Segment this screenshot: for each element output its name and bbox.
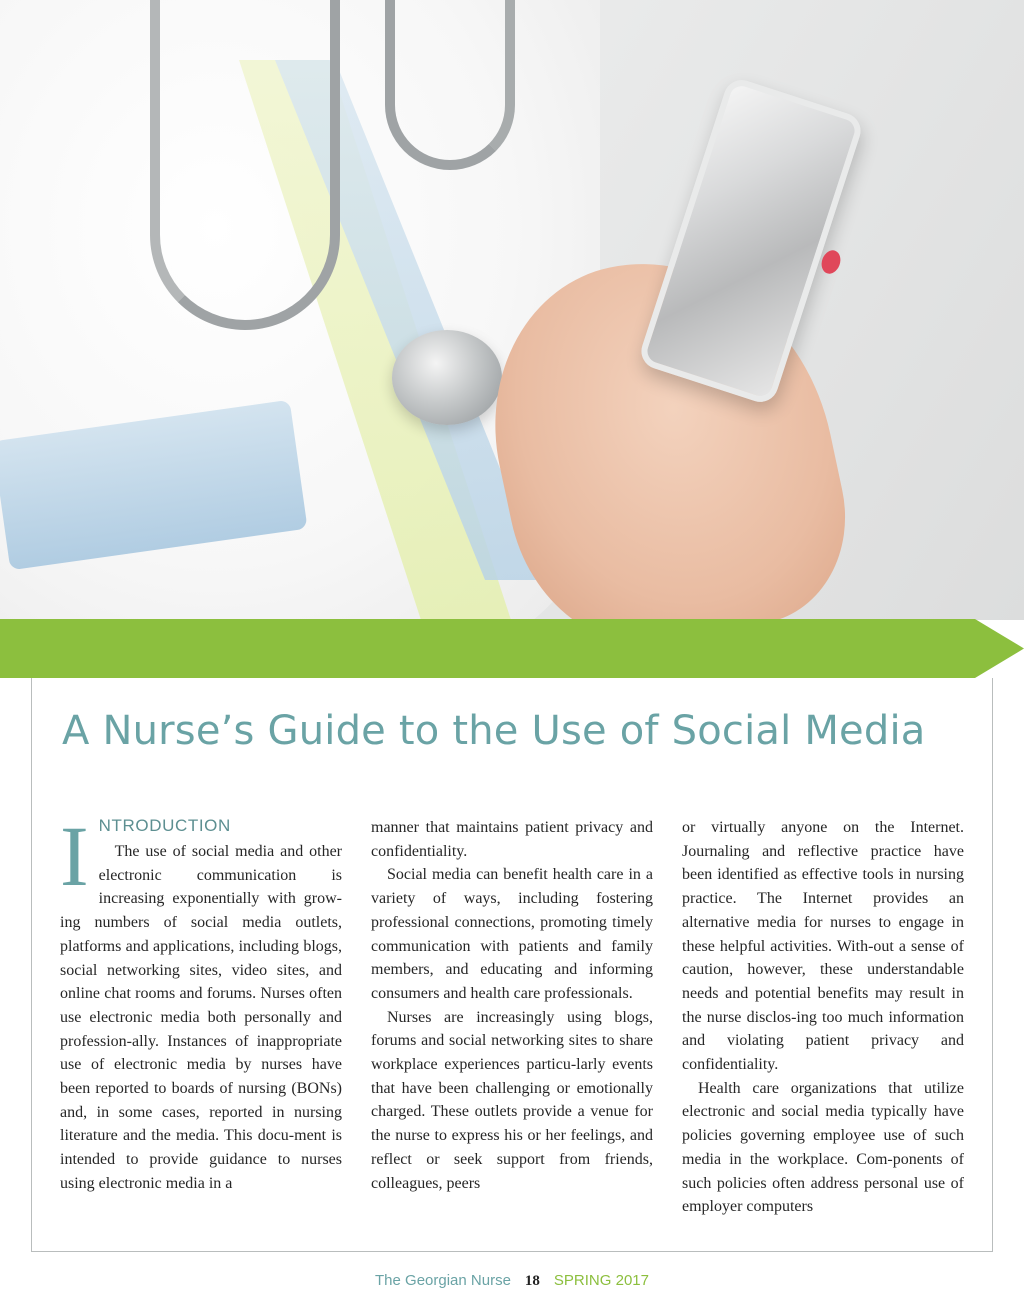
- paragraph: Nurses are increasingly using blogs, forums and social networking sites to share workplace experiences particu-larly events that have been challenging or emotionally charged. These outlets provide a venue for the nurse to express his or her feelings, and reflect or seek support from friends, colleagues, peers: [371, 1008, 653, 1192]
- paragraph: Health care organizations that utilize electronic and social media typically have policies governing employee use of such media in the workplace. Com-ponents of such policies often address personal use of employer computers: [682, 1079, 964, 1216]
- drop-cap: I: [60, 808, 89, 904]
- publication-name: The Georgian Nurse: [375, 1272, 511, 1289]
- fingernail: [818, 248, 843, 277]
- section-heading: NTRODUCTION: [98, 816, 231, 835]
- hero-photo: [0, 0, 1024, 620]
- text-column-2: [371, 816, 653, 1195]
- paragraph: manner that maintains patient privacy and confidentiality.: [371, 819, 653, 860]
- paragraph: The use of social media and other electronic communication is increasing exponentially with grow-ing numbers of social media outlets, platforms and applications, including blogs, social networking sites, video sites, and online chat rooms and forums. Nurses often use electronic media both personally and profession-ally. Instances of inappropriate use of electronic media by nurses have been reported to boards of nursing (BONs) and, in some cases, reported in nursing literature and the media. This docu-ment is intended to provide guidance to nurses using electronic media in a: [60, 843, 342, 1192]
- paragraph: Social media can benefit health care in a variety of ways, including fostering professional connections, promoting timely communication with patients and family members, and educating and informing consumers and health care professionals.: [371, 866, 653, 1002]
- text-column-1: [60, 808, 342, 1196]
- smartphone: [637, 75, 865, 406]
- page-number: 18: [524, 1273, 540, 1289]
- stethoscope-chestpiece: [392, 330, 502, 425]
- article-title: A Nurse’s Guide to the Use of Social Media: [62, 708, 926, 754]
- text-column-3: [682, 816, 964, 1219]
- paragraph: or virtually anyone on the Internet. Journaling and reflective practice have been identified as effective tools in nursing practice. The Internet provides an alternative media for nurses to engage in these helpful activities. With-out a sense of caution, however, these understandable needs and potential benefits may result in the nurse disclos-ing too much information and violating patient privacy and confidentiality.: [682, 819, 964, 1074]
- stethoscope-tube: [385, 0, 515, 170]
- page-footer: [0, 1272, 1024, 1290]
- green-arrow-banner: [0, 619, 1024, 678]
- stethoscope-tube: [150, 0, 340, 330]
- issue-label: SPRING 2017: [553, 1272, 649, 1289]
